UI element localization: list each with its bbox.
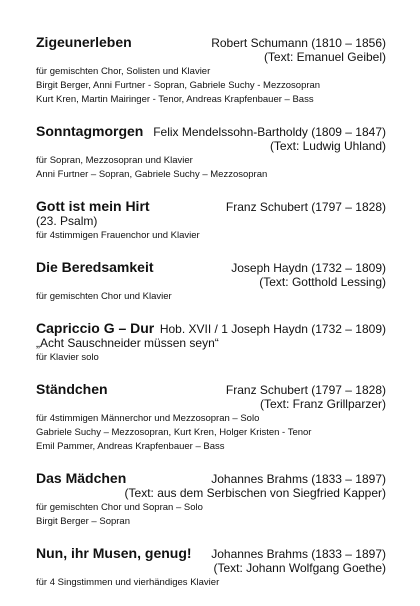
lyricist-note: (Text: Franz Grillparzer) bbox=[259, 397, 386, 411]
performance-detail: für Sopran, Mezzosopran und Klavier bbox=[36, 155, 193, 166]
piece-subtitle: (23. Psalm) bbox=[36, 214, 98, 228]
performance-detail: für 4stimmigen Männerchor und Mezzosopran – Solo bbox=[36, 413, 260, 424]
lyricist-note: (Text: Johann Wolfgang Goethe) bbox=[213, 561, 386, 575]
performance-detail: für Klavier solo bbox=[36, 352, 99, 363]
composer-name: Hob. XVII / 1 Joseph Haydn (1732 – 1809) bbox=[159, 322, 386, 336]
concert-program bbox=[36, 34, 386, 606]
performance-detail: Kurt Kren, Martin Mairinger - Tenor, Andreas Krapfenbauer – Bass bbox=[36, 94, 314, 105]
entry-heading bbox=[36, 470, 386, 486]
composer-name: Johannes Brahms (1833 – 1897) bbox=[211, 547, 386, 561]
lyricist-note: (Text: aus dem Serbischen von Siegfried Kapper) bbox=[124, 486, 386, 500]
performance-detail: Anni Furtner – Sopran, Gabriele Suchy – Mezzosopran bbox=[36, 169, 268, 180]
performance-detail: für gemischten Chor und Sopran – Solo bbox=[36, 502, 203, 513]
piece-title: Das Mädchen bbox=[36, 470, 127, 486]
piece-title: Die Beredsamkeit bbox=[36, 259, 154, 275]
entry-heading bbox=[36, 123, 386, 139]
performance-detail: für 4 Singstimmen und vierhändiges Klavier bbox=[36, 577, 220, 588]
performance-detail: für 4stimmigen Frauenchor und Klavier bbox=[36, 230, 200, 241]
composer-name: Robert Schumann (1810 – 1856) bbox=[211, 36, 386, 50]
program-entry bbox=[36, 123, 386, 182]
composer-name: Felix Mendelssohn-Bartholdy (1809 – 1847) bbox=[153, 125, 386, 139]
piece-title: Zigeunerleben bbox=[36, 34, 132, 50]
performance-detail: für gemischten Chor, Solisten und Klavier bbox=[36, 66, 211, 77]
entry-heading bbox=[36, 259, 386, 275]
piece-title: Capriccio G – Dur bbox=[36, 320, 155, 336]
piece-title: Sonntagmorgen bbox=[36, 123, 144, 139]
program-entry bbox=[36, 34, 386, 107]
piece-title: Nun, ihr Musen, genug! bbox=[36, 545, 192, 561]
composer-name: Joseph Haydn (1732 – 1809) bbox=[231, 261, 386, 275]
composer-name: Franz Schubert (1797 – 1828) bbox=[225, 200, 386, 214]
performance-detail: Birgit Berger – Sopran bbox=[36, 516, 130, 527]
program-entry bbox=[36, 259, 386, 304]
entry-heading bbox=[36, 320, 386, 336]
program-entry bbox=[36, 545, 386, 590]
entry-heading bbox=[36, 34, 386, 50]
performance-detail: Birgit Berger, Anni Furtner - Sopran, Gabriele Suchy - Mezzosopran bbox=[36, 80, 321, 91]
performance-detail: Emil Pammer, Andreas Krapfenbauer – Bass bbox=[36, 441, 225, 452]
performance-detail: für gemischten Chor und Klavier bbox=[36, 291, 172, 302]
piece-title: Gott ist mein Hirt bbox=[36, 198, 150, 214]
performance-detail: Gabriele Suchy – Mezzosopran, Kurt Kren, Holger Kristen - Tenor bbox=[36, 427, 312, 438]
program-entry bbox=[36, 320, 386, 365]
entry-heading bbox=[36, 381, 386, 397]
lyricist-note: (Text: Emanuel Geibel) bbox=[263, 50, 386, 64]
program-entry bbox=[36, 198, 386, 243]
piece-title: Ständchen bbox=[36, 381, 108, 397]
composer-name: Johannes Brahms (1833 – 1897) bbox=[211, 472, 386, 486]
composer-name: Franz Schubert (1797 – 1828) bbox=[225, 383, 386, 397]
lyricist-note: (Text: Ludwig Uhland) bbox=[269, 139, 386, 153]
entry-heading bbox=[36, 198, 386, 214]
program-entry bbox=[36, 470, 386, 529]
piece-subtitle: „Acht Sauschneider müssen seyn“ bbox=[36, 336, 219, 350]
lyricist-note: (Text: Gotthold Lessing) bbox=[259, 275, 386, 289]
entry-heading bbox=[36, 545, 386, 561]
program-entry bbox=[36, 381, 386, 454]
